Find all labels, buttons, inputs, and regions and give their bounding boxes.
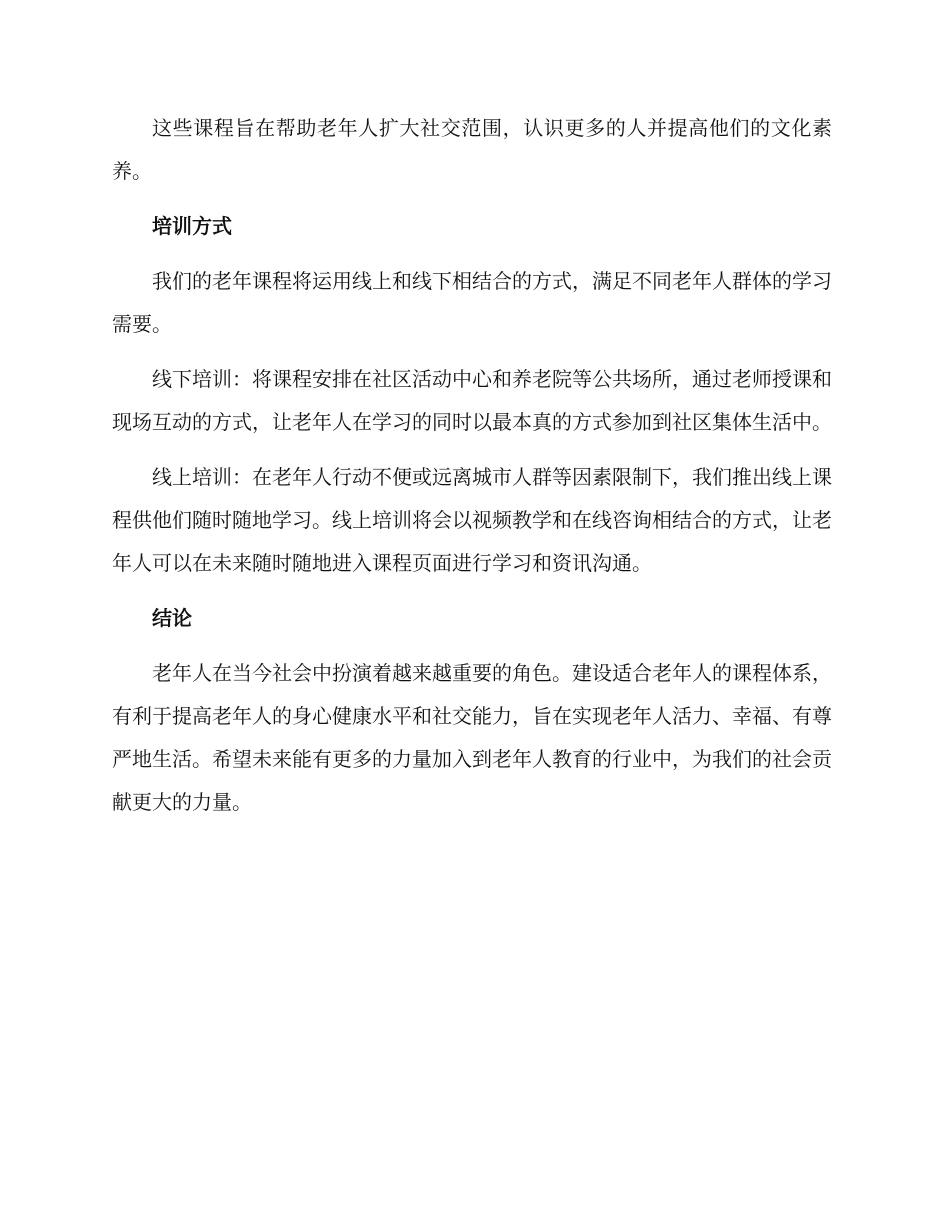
paragraph-online-training: 线上培训：在老年人行动不便或远离城市人群等因素限制下，我们推出线上课程供他们随时随地学习。线上培训将会以视频教学和在线咨询相结合的方式，让老年人可以在未来随时随地进入课程页面进行学习和资讯沟通。: [112, 465, 832, 575]
document-body: [112, 107, 832, 836]
paragraph-offline-training: 线下培训：将课程安排在社区活动中心和养老院等公共场所，通过老师授课和现场互动的方式，让老年人在学习的同时以最本真的方式参加到社区集体生活中。: [112, 367, 832, 434]
paragraph-course-purpose: 这些课程旨在帮助老年人扩大社交范围，认识更多的人并提高他们的文化素养。: [112, 116, 832, 183]
paragraph-training-overview: 我们的老年课程将运用线上和线下相结合的方式，满足不同老年人群体的学习需要。: [112, 269, 832, 336]
paragraph-conclusion: 老年人在当今社会中扮演着越来越重要的角色。建设适合老年人的课程体系，有利于提高老年人的身心健康水平和社交能力，旨在实现老年人活力、幸福、有尊严地生活。希望未来能有更多的力量加入到老年人教育的行业中，为我们的社会贡献更大的力量。: [112, 661, 832, 814]
heading-training-method: 培训方式: [152, 214, 232, 238]
heading-conclusion: 结论: [152, 606, 192, 630]
